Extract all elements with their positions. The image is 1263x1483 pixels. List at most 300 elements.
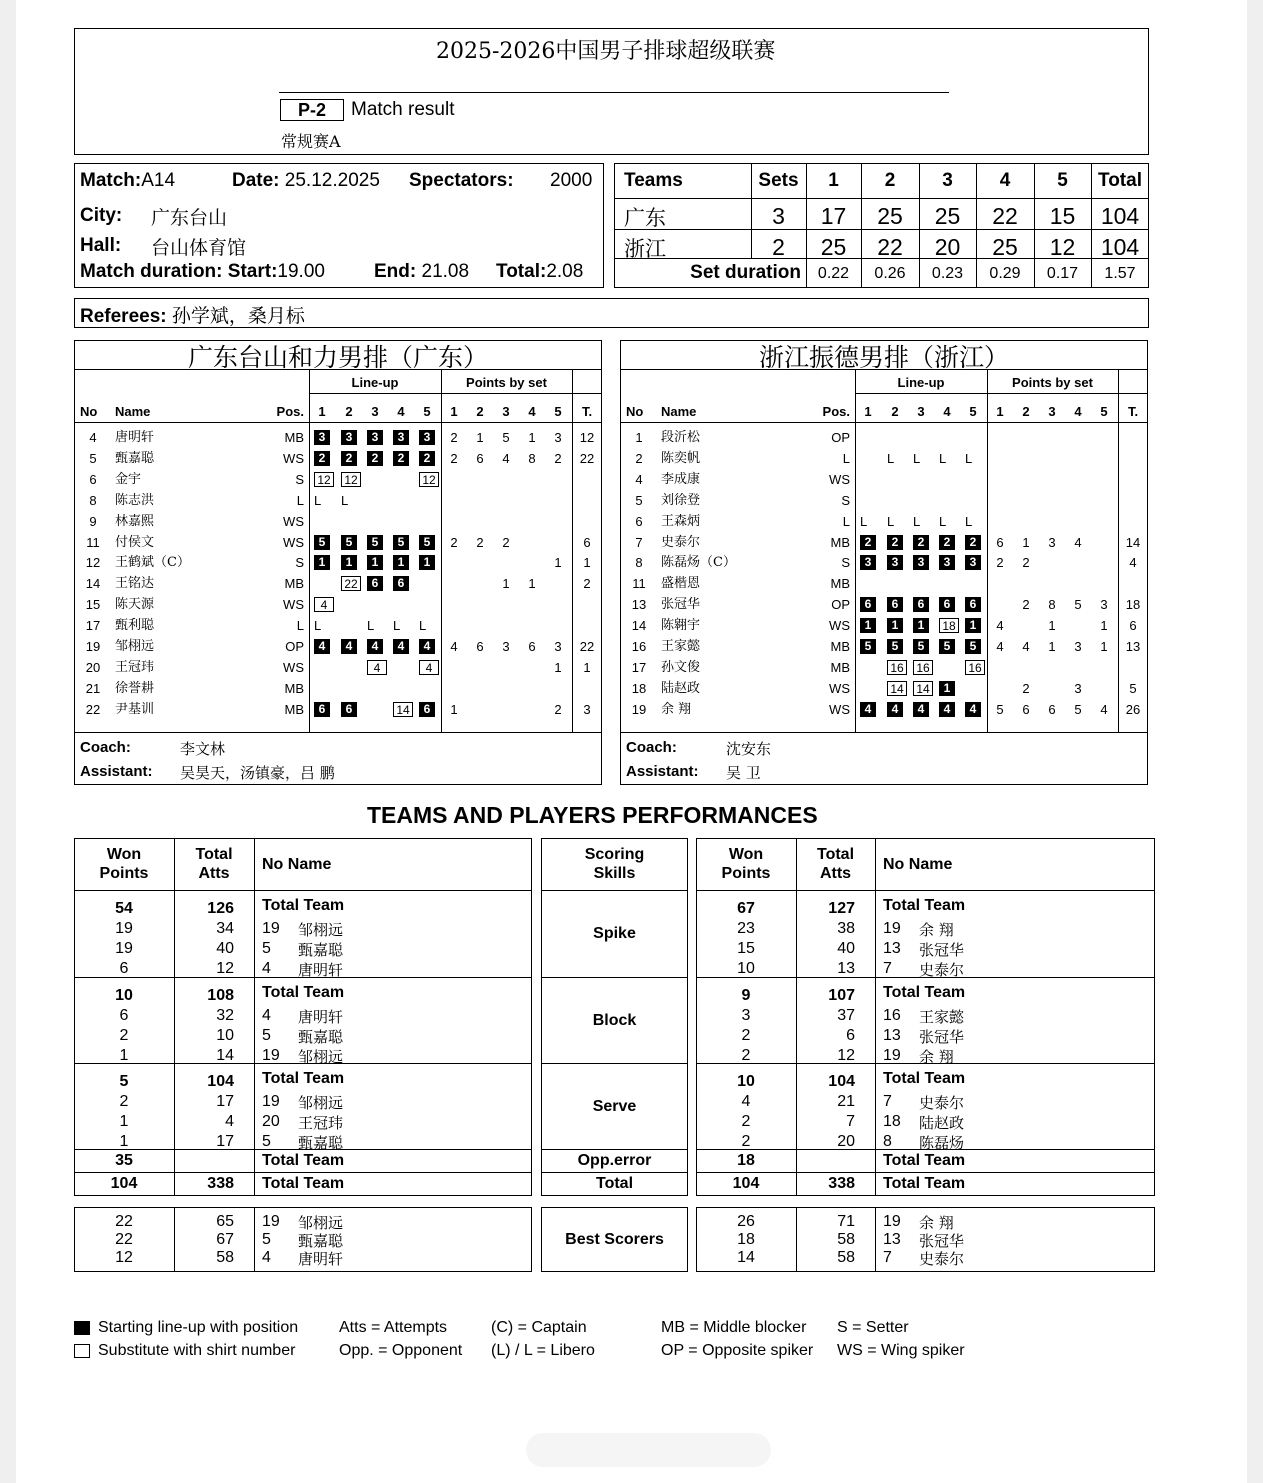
starting-position-box: 2 [314,451,330,466]
lineup-set-header: 1 [318,404,326,419]
player-name: 盛楷恩 [661,576,701,592]
legend-starting: Starting line-up with position [98,1319,299,1336]
coach-label: Coach: [626,739,677,756]
set-duration-value: 0.29 [989,265,1021,282]
set-points: 1 [1048,618,1056,634]
starting-position-box: 3 [939,555,955,570]
player-position: OP [285,639,304,654]
lineup-set-header: 4 [397,404,405,419]
substitute-number-box: 16 [887,660,907,675]
set-points: 6 [1048,701,1056,717]
player-no: 5 [262,940,271,957]
league-title: 2025-2026中国男子排球超级联赛 [436,39,776,64]
score-set-points: 25 [877,203,903,229]
total-atts: 104 [828,1073,855,1090]
player-name: 余 翔 [661,701,692,717]
end-time: 21.08 [421,261,470,282]
player-position: MB [830,576,850,592]
performances-title: TEAMS AND PLAYERS PERFORMANCES [367,802,818,828]
player-name: 甄利聪 [115,618,155,634]
total-atts: 14 [216,1047,234,1064]
player-name: 王冠玮 [115,659,155,675]
player-no: 19 [883,1047,901,1064]
starting-position-box: 2 [939,535,955,550]
starting-position-box: 4 [887,702,903,717]
set-points: 3 [1048,534,1056,550]
duration-row [80,261,325,283]
player-number: 18 [631,680,647,696]
legend-setter: S = Setter [837,1319,909,1336]
starting-position-box: 3 [341,430,357,445]
score-header-0: Teams [624,170,683,191]
set-points: 5 [502,430,510,445]
starting-position-box: 5 [341,535,357,550]
won-points: 104 [110,1175,138,1192]
player-name: 陈翱宇 [661,618,701,634]
starting-position-box: 5 [419,535,435,550]
set-points: 4 [1100,701,1108,717]
starting-position-box: 2 [887,535,903,550]
set-points: 5 [996,701,1004,717]
starting-position-box: 6 [939,597,955,612]
starting-position-box: 1 [419,555,435,570]
perf-row-line [696,1172,1155,1173]
set-points: 2 [450,450,458,466]
libero-mark: L [965,513,973,529]
starting-position-box: 1 [393,555,409,570]
roster-col-line [987,369,988,732]
player-number: 15 [85,597,101,613]
player-number: 16 [631,639,647,654]
total-atts: 7 [846,1113,855,1130]
score-row-line [614,198,1149,199]
total-atts: 37 [837,1007,855,1024]
player-position: WS [829,471,850,487]
total-atts: 20 [837,1133,855,1150]
set-points: 1 [1100,618,1108,634]
roster-footer-rule [74,732,602,733]
perf-row-line [696,890,1155,891]
starting-position-box: 3 [419,430,435,445]
starting-position-box: 4 [965,702,981,717]
set-points: 2 [554,701,562,717]
coach-name: 沈安东 [726,740,772,758]
player-position: L [296,492,304,508]
perf-row-line [541,1149,688,1150]
total-atts: 107 [828,987,855,1004]
set-points: 6 [528,639,536,654]
total-atts: 71 [837,1213,855,1230]
player-position: S [295,471,304,487]
total-team-label: Total Team [262,897,345,914]
skill-spike: Spike [593,925,636,942]
total-team-label: Total Team [883,984,966,1001]
total-team-label: Total Team [883,1070,966,1087]
won-points: 1 [119,1133,129,1150]
roster-subheader-rule [309,393,602,394]
player-total: 2 [583,576,591,592]
score-header-3: 2 [884,170,896,191]
starting-position-box: 3 [965,555,981,570]
score-header-5: 4 [999,170,1011,191]
starting-position-box: 6 [393,576,409,591]
libero-mark: L [860,513,868,529]
starting-position-box: 5 [860,639,876,654]
set-points: 2 [554,450,562,466]
player-name: 陈奕帆 [661,450,701,466]
player-name: 陈志洪 [115,492,155,508]
player-name: 段沂松 [661,430,701,445]
libero-mark: L [939,450,947,466]
starting-position-box: 4 [939,702,955,717]
total-duration-row [496,261,583,283]
player-number: 12 [85,555,101,571]
legend-atts: Atts = Attempts [339,1319,448,1336]
won-points: 1 [119,1113,129,1130]
set-duration-label: Set duration [690,262,801,283]
set-points: 1 [554,555,562,571]
legend-libero: (L) / L = Libero [491,1342,595,1359]
set-points: 2 [450,430,458,445]
score-set-points: 17 [820,203,847,229]
player-position: S [841,555,850,571]
player-name: 唐明轩 [298,1250,344,1268]
total-atts: 40 [216,940,234,957]
player-name: 张冠华 [919,941,965,959]
starting-position-box: 3 [887,555,903,570]
player-no: 19 [262,1093,280,1110]
legend-ws: WS = Wing spiker [837,1342,965,1359]
starting-position-box: 4 [913,702,929,717]
referees-label: Referees: [80,306,167,327]
set-points: 3 [1074,680,1082,696]
player-total: 22 [579,450,595,466]
player-name: 邹栩远 [298,1214,344,1232]
score-header-2: 1 [828,170,839,191]
player-no: 18 [883,1113,901,1130]
player-total: 26 [1125,701,1141,717]
player-name: 邹栩远 [115,639,155,654]
substitute-number-box: 16 [965,660,985,675]
set-points: 6 [996,534,1004,550]
player-number: 14 [85,576,101,592]
no-header: No [626,404,644,419]
points-set-header: 5 [1100,404,1108,419]
score-total-points: 104 [1100,234,1140,260]
referees-row [80,301,305,328]
set-points: 1 [502,576,510,592]
won-points: 19 [115,940,133,957]
starting-position-box: 1 [965,618,981,633]
won-points: 14 [737,1249,755,1266]
set-points: 4 [1022,639,1030,654]
points-set-header: 4 [528,404,536,419]
player-position: WS [283,513,304,529]
score-sheet-page [16,0,1247,1483]
player-position: MB [830,639,850,654]
libero-mark: L [419,618,427,634]
player-name: 邹栩远 [298,921,344,939]
player-name: 陈磊炀（C） [661,555,736,571]
player-no: 19 [262,920,280,937]
legend-mb: MB = Middle blocker [661,1319,807,1336]
start-time: 19.00 [277,261,325,282]
points-set-header: 5 [554,404,562,419]
player-no: 8 [883,1133,892,1150]
player-number: 6 [89,471,97,487]
legend-op: OP = Opposite spiker [661,1342,814,1359]
total-atts: 126 [207,900,234,917]
starting-position-box: 1 [860,618,876,633]
assistant-names: 吴 卫 [726,764,761,782]
won-points-header: Won Points [721,846,771,882]
player-name: 邹栩远 [298,1048,344,1066]
player-total: 5 [1129,680,1137,696]
starting-position-box: 5 [939,639,955,654]
pos-header: Pos. [276,404,304,419]
starting-position-box: 4 [419,639,435,654]
player-name: 甄嘉聪 [298,1028,344,1046]
player-name: 陈磊炀 [919,1134,965,1152]
set-points: 1 [450,701,458,717]
starting-position-box: 5 [393,535,409,550]
player-name: 邹栩远 [298,1094,344,1112]
legend-opp: Opp. = Opponent [339,1342,463,1359]
won-points: 4 [741,1093,751,1110]
player-name: 李成康 [661,471,701,487]
best-col-line [875,1207,876,1272]
won-points: 2 [741,1113,751,1130]
starting-position-box: 6 [913,597,929,612]
pos-header: Pos. [822,404,850,419]
set-points: 1 [528,576,536,592]
player-total: 13 [1125,639,1141,654]
no-header: No [80,404,98,419]
roster-col-line [441,369,442,732]
score-sets-won: 2 [772,234,785,260]
player-name: 王冠玮 [298,1114,344,1132]
set-points: 3 [554,639,562,654]
end-label: End: [374,261,417,282]
total-atts: 58 [837,1249,855,1266]
won-points: 9 [741,987,751,1004]
player-no: 19 [262,1047,280,1064]
points-by-set-header: Points by set [1012,375,1093,390]
won-points: 2 [119,1093,129,1110]
set-points: 6 [476,450,484,466]
skill-total: Total [595,1175,634,1192]
perf-row-line [541,1172,688,1173]
player-name: 余 翔 [919,1214,954,1232]
total-team-label: Total Team [883,897,966,914]
end-row [374,261,469,283]
set-points: 2 [450,534,458,550]
player-number: 13 [631,597,647,613]
score-header-1: Sets [758,170,799,191]
player-number: 19 [85,639,101,654]
player-no: 20 [262,1113,280,1130]
legend-substitute-swatch [74,1344,90,1358]
skill-opp-error: Opp.error [577,1152,652,1169]
player-number: 6 [635,513,643,529]
libero-mark: L [393,618,401,634]
player-position: WS [283,534,304,550]
page-scroll-indicator[interactable] [526,1433,771,1467]
total-atts: 12 [837,1047,855,1064]
lineup-set-header: 2 [345,404,353,419]
player-number: 2 [635,450,643,466]
player-position: L [842,513,850,529]
player-number: 17 [85,618,101,634]
player-number: 5 [89,450,97,466]
total-team-label: Total Team [262,984,345,1001]
set-points: 1 [1048,639,1056,654]
starting-position-box: 2 [393,451,409,466]
player-position: WS [283,659,304,675]
set-duration-value: 0.17 [1046,265,1079,282]
won-points: 3 [741,1007,751,1024]
player-position: WS [829,680,850,696]
set-points: 3 [1074,639,1082,654]
starting-position-box: 6 [341,702,357,717]
starting-position-box: 4 [314,639,330,654]
set-duration-value: 0.22 [817,265,850,282]
total-duration-label: Total: [496,261,547,282]
substitute-number-box: 14 [393,702,413,717]
coach-label: Coach: [80,739,131,756]
total-atts: 21 [837,1093,855,1110]
set-duration-value: 0.23 [931,265,964,282]
substitute-number-box: 12 [314,472,334,487]
won-points: 10 [115,987,133,1004]
total-atts: 12 [216,960,234,977]
hall-value: 台山体育馆 [151,237,247,259]
total-team-label: Total Team [883,1152,966,1169]
perf-row-line [74,890,532,891]
total-atts: 58 [216,1249,234,1266]
player-name: 尹基训 [115,701,155,717]
name-header: Name [115,404,151,419]
player-number: 11 [86,534,100,550]
legend-starting-swatch [74,1321,90,1335]
won-points: 67 [737,900,755,917]
player-no: 5 [262,1133,271,1150]
name-header: Name [661,404,697,419]
roster-col-line [309,369,310,732]
player-no: 5 [262,1231,271,1248]
score-set-points: 20 [934,234,961,260]
score-set-points: 25 [820,234,847,260]
set-points: 8 [1048,597,1056,613]
score-set-points: 25 [934,203,961,229]
libero-mark: L [314,492,322,508]
won-points: 6 [119,960,129,977]
perf-col-line [254,838,255,1196]
starting-position-box: 6 [367,576,383,591]
won-points: 12 [115,1249,133,1266]
libero-mark: L [965,450,973,466]
player-position: L [296,618,304,634]
points-set-header: 2 [476,404,484,419]
won-points: 2 [119,1027,129,1044]
player-name: 史泰尔 [919,1094,965,1112]
roster-col-line [855,369,856,732]
player-name: 甄嘉聪 [115,450,155,466]
libero-mark: L [341,492,349,508]
player-no: 5 [262,1027,271,1044]
total-atts: 6 [846,1027,855,1044]
lineup-header: Line-up [351,375,399,390]
perf-row-line [541,1063,688,1064]
form-title: Match result [351,99,455,120]
set-points: 6 [1022,701,1030,717]
player-name: 甄嘉聪 [298,1134,344,1152]
points-set-header: 2 [1022,404,1030,419]
set-points: 1 [1100,639,1108,654]
player-name: 付侯文 [115,534,155,550]
player-position: OP [831,597,850,613]
player-number: 11 [632,576,646,592]
total-atts: 338 [828,1175,855,1192]
player-position: L [842,450,850,466]
player-name: 余 翔 [919,1048,954,1066]
substitute-number-box: 22 [341,576,361,591]
total-atts-header: Total Atts [816,846,855,882]
total-atts: 108 [207,987,234,1004]
player-name: 甄嘉聪 [298,1232,344,1250]
total-atts: 338 [207,1175,234,1192]
set-points: 3 [554,430,562,445]
starting-position-box: 2 [341,451,357,466]
player-number: 17 [631,659,647,675]
player-number: 1 [635,430,643,445]
player-number: 5 [635,492,643,508]
won-points: 15 [737,940,755,957]
total-atts: 40 [837,940,855,957]
roster-footer-rule [620,732,1148,733]
total-atts: 104 [207,1073,234,1090]
player-name: 唐明轩 [298,961,344,979]
set-points: 3 [1100,597,1108,613]
score-team-name: 浙江 [624,237,666,261]
player-name: 刘徐登 [661,492,701,508]
player-no: 13 [883,940,901,957]
won-points: 26 [737,1213,755,1230]
match-date: 25.12.2025 [284,170,380,191]
libero-mark: L [367,618,375,634]
set-points: 5 [1074,701,1082,717]
skill-serve: Serve [592,1098,637,1115]
won-points-header: Won Points [99,846,149,882]
total-team-label: Total Team [883,1175,966,1192]
won-points: 5 [119,1073,129,1090]
lineup-set-header: 1 [864,404,872,419]
player-position: MB [284,430,304,445]
total-team-label: Total Team [262,1175,345,1192]
referees-names: 孙学斌，桑月标 [171,305,305,327]
total-atts: 58 [837,1231,855,1248]
player-no: 7 [883,960,892,977]
scoring-skills-header: Scoring Skills [584,846,645,882]
legend-captain: (C) = Captain [491,1319,587,1336]
player-name: 余 翔 [919,921,954,939]
assistant-names: 吴昊天，汤镇豪，吕 鹏 [180,764,335,782]
score-team-name: 广东 [624,206,666,230]
player-name: 史泰尔 [919,961,965,979]
lineup-set-header: 2 [891,404,899,419]
player-name: 唐明轩 [115,430,155,445]
player-position: MB [830,659,850,675]
